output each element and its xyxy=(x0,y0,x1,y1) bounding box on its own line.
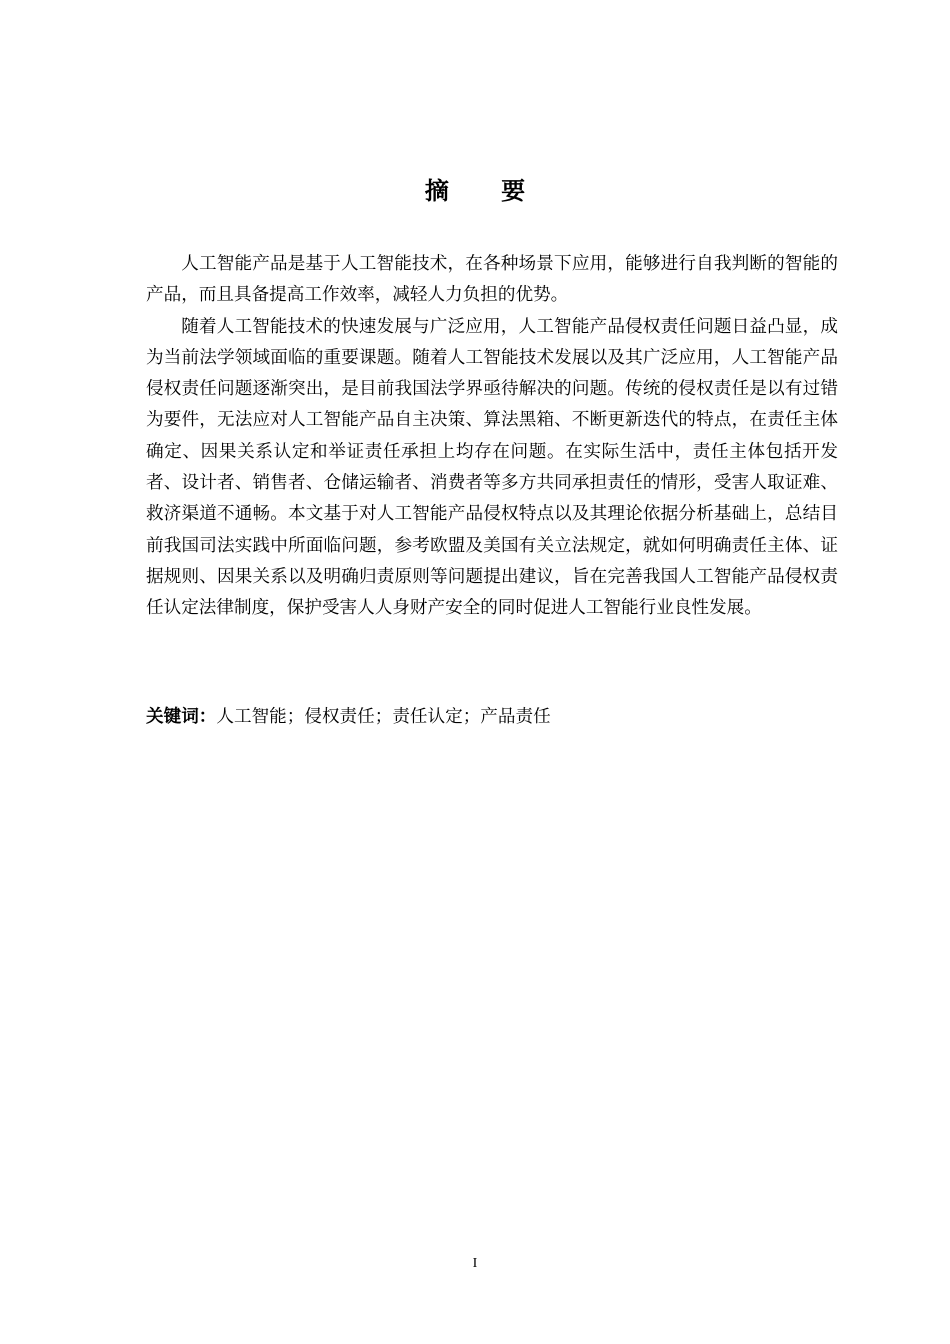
abstract-paragraph-2: 随着人工智能技术的快速发展与广泛应用，人工智能产品侵权责任问题日益凸显，成为当前法学领域面临的重要课题。随着人工智能技术发展以及其广泛应用，人工智能产品侵权责任问题逐渐突出，是目前我国法学界亟待解决的问题。传统的侵权责任是以有过错为要件，无法应对人工智能产品自主决策、算法黑箱、不断更新迭代的特点，在责任主体确定、因果关系认定和举证责任承担上均存在问题。在实际生活中，责任主体包括开发者、设计者、销售者、仓储运输者、消费者等多方共同承担责任的情形，受害人取证难、救济渠道不通畅。本文基于对人工智能产品侵权特点以及其理论依据分析基础上，总结目前我国司法实践中所面临问题，参考欧盟及美国有关立法规定，就如何明确责任主体、证据规则、因果关系以及明确归责原则等问题提出建议，旨在完善我国人工智能产品侵权责任认定法律制度，保护受害人人身财产安全的同时促进人工智能行业良性发展。 xyxy=(146,316,838,619)
page-number: I xyxy=(472,1256,478,1271)
keywords-text: 人工智能；侵权责任；责任认定；产品责任 xyxy=(216,707,551,727)
abstract-paragraph-1: 人工智能产品是基于人工智能技术，在各种场景下应用，能够进行自我判断的智能的产品，而且具备提高工作效率，减轻人力负担的优势。 xyxy=(146,254,838,306)
abstract-body xyxy=(146,249,838,625)
page-title: 摘 要 xyxy=(424,177,548,205)
keywords-line xyxy=(146,702,838,733)
keywords-label: 关键词： xyxy=(146,707,217,727)
